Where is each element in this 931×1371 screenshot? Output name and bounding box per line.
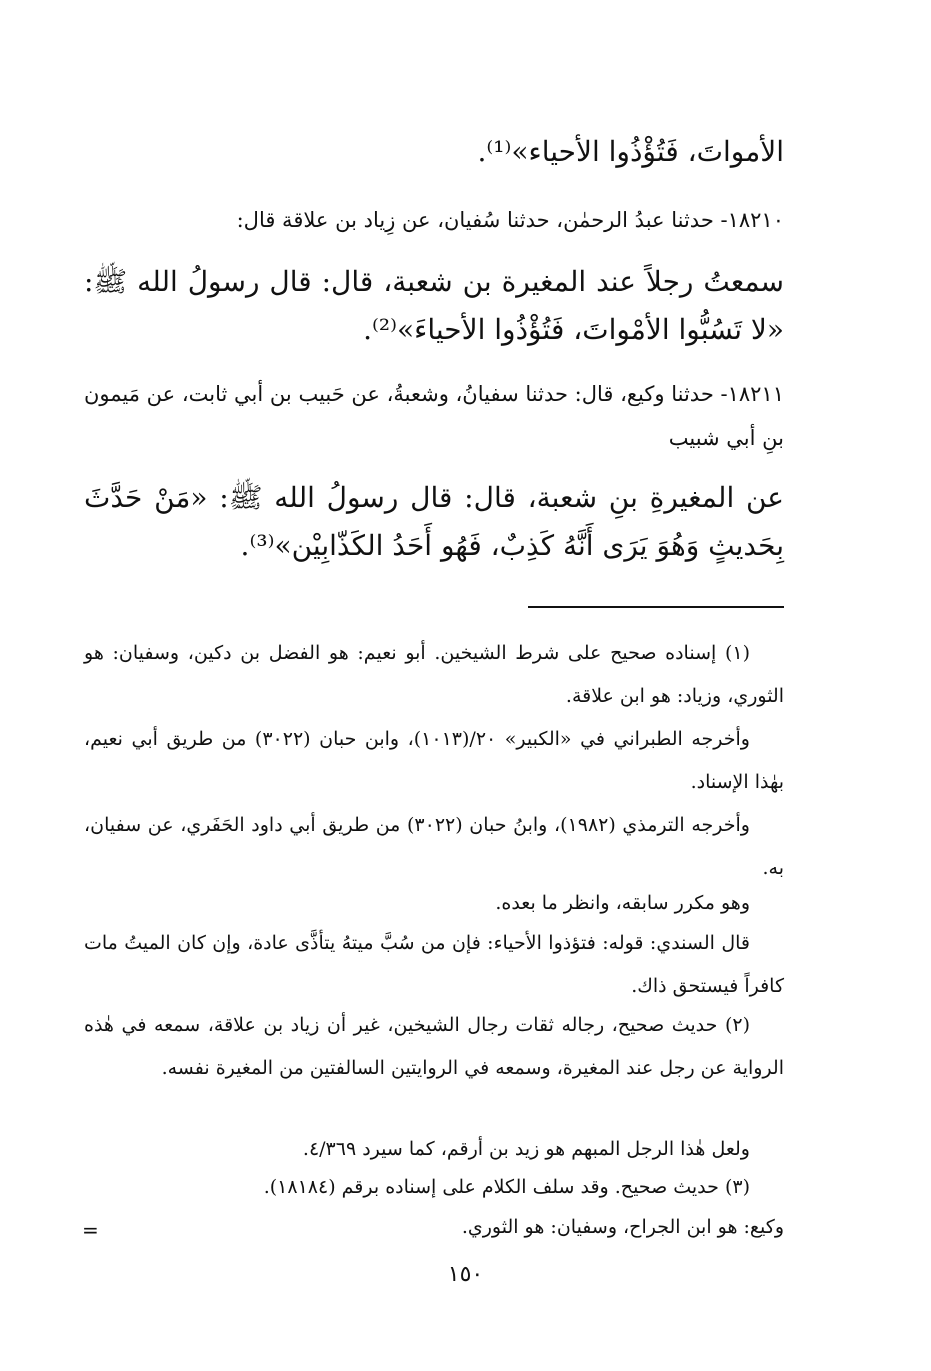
- footnote-1-cont-a: وأخرجه الطبراني في «الكبير» ٢٠/(١٠١٣)، وابن حبان (٣٠٢٢) من طريق أبي نعيم، بهٰذا الإسناد.: [84, 728, 784, 793]
- footnote-2-cont: ولعل هٰذا الرجل المبهم هو زيد بن أرقم، كما سيرد ٤/٣٦٩.: [302, 1138, 750, 1160]
- footnote-1: (١) إسناده صحيح على شرط الشيخين. أبو نعيم: هو الفضل بن دكين، وسفيان: هو الثوري، وزياد: هو ابن علاقة.: [84, 642, 784, 707]
- document-page: [84, 0, 784, 1371]
- continuation-mark: =: [82, 1218, 99, 1242]
- hadith-chain-18211: ١٨٢١١- حدثنا وكيع، قال: حدثنا سفيانُ، وشعبةُ، عن حَبيب بن أبي ثابت، عن مَيمون بنِ أبي شبيب: [84, 382, 784, 450]
- footnote-2: (٢) حديث صحيح، رجاله ثقات رجال الشيخين، غير أن زياد بن علاقة، سمعه في هٰذه الرواية عن رجل عند المغيرة، وسمعه في الروايتين السالفتين من المغيرة نفسه.: [84, 1014, 784, 1079]
- main-paragraph-5: عن المغيرةِ بنِ شعبة، قال: قال رسولُ الله ﷺ: «مَنْ حَدَّثَ بِحَديثٍ وَهُوَ يَرَى أَنَّهُ كَذِبٌ، فَهُو أَحَدُ الكَذّابِيْن»⁽³⁾.: [84, 481, 784, 562]
- footnote-1-cont-d: قال السندي: قوله: فتؤذوا الأحياء: فإن من سُبَّ ميتهُ يتأذَّى عادة، وإن كان الميتُ مات كافراً فيستحق ذاك.: [84, 932, 784, 997]
- footnote-separator: [528, 606, 784, 608]
- main-paragraph-3: سمعتُ رجلاً عند المغيرة بن شعبة، قال: قال رسولُ الله ﷺ: «لا تَسُبُّوا الأمْواتَ، فَتُؤْذُوا الأحياءَ»⁽²⁾.: [84, 265, 784, 346]
- footnote-1-cont-b: وأخرجه الترمذي (١٩٨٢)، وابنُ حبان (٣٠٢٢) من طريق أبي داود الحَفَري، عن سفيان، به.: [84, 814, 784, 879]
- footnote-1-cont-c: وهو مكرر سابقه، وانظر ما بعده.: [495, 892, 750, 914]
- footnote-3-cont: وكيع: هو ابن الجراح، وسفيان: هو الثوري.: [461, 1216, 784, 1238]
- hadith-chain-18210: ١٨٢١٠- حدثنا عبدُ الرحمٰن، حدثنا سُفيان، عن زِياد بن علاقة قال:: [236, 208, 784, 232]
- main-paragraph-1: الأمواتَ، فَتُؤْذُوا الأحياء»⁽¹⁾.: [477, 135, 784, 168]
- footnote-3: (٣) حديث صحيح. وقد سلف الكلام على إسناده برقم (١٨١٨٤).: [263, 1176, 750, 1198]
- page-number: ١٥٠: [447, 1262, 484, 1287]
